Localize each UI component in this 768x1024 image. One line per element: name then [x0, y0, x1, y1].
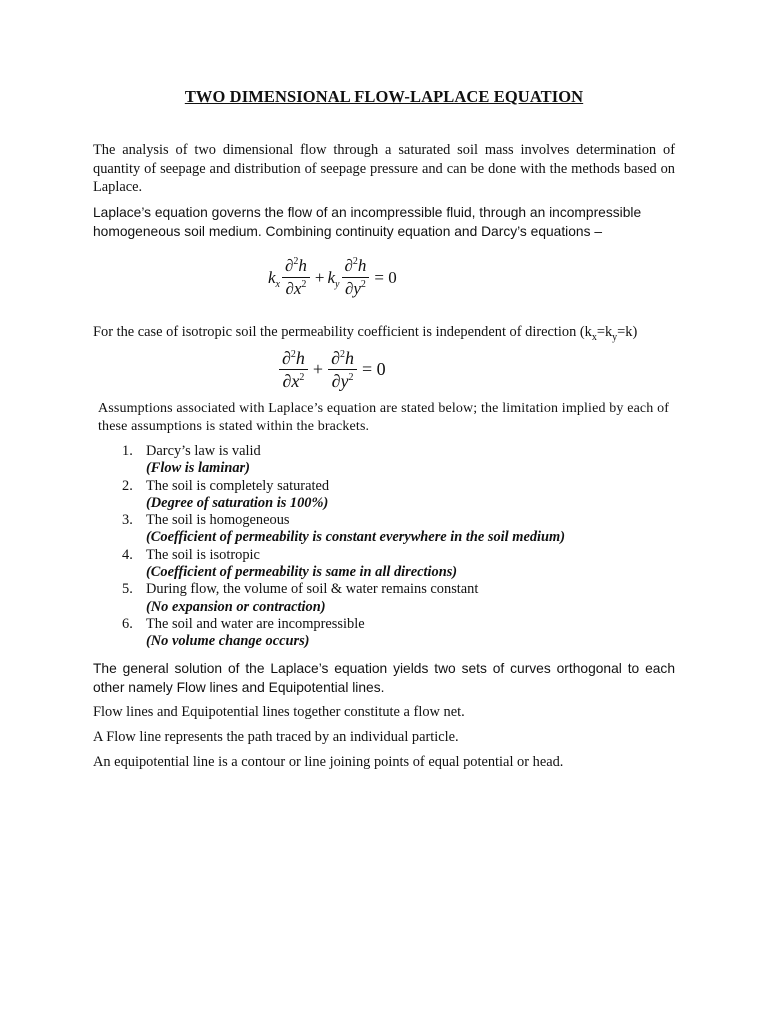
eq1-rhs: = 0	[374, 267, 397, 287]
laplace-paragraph	[93, 203, 675, 241]
flow-net-paragraph: Flow lines and Equipotential lines together constitute a flow net.	[93, 704, 465, 720]
intro-paragraph: The analysis of two dimensional flow through a saturated soil mass involves determination of quantity of seepage and distribution of seepage pressure and can be done with the methods based on Laplace.	[93, 142, 675, 195]
isotropic-paragraph: For the case of isotropic soil the permeability coefficient is independent of direction $(k_x=k_y=k)$	[93, 324, 638, 343]
list-item: 1. Darcy’s law is valid (Flow is laminar)	[122, 443, 261, 477]
eq2-fraction-y: $\frac{\partial^2h}{\partial y^2}$	[328, 348, 357, 391]
eq2-rhs: = 0	[361, 359, 386, 379]
anisotropic-laplace-equation	[268, 256, 400, 299]
laplace-line-1: Laplace’s equation governs the flow of an incompressible fluid, through an incompressible	[93, 205, 642, 220]
general-solution-paragraph: The general solution of the Laplace’s equation yields two sets of curves orthogonal to each other namely Flow lines and Equipotential lines.	[93, 661, 675, 695]
laplace-line-2: homogeneous soil medium. Combining continuity equation and Darcy’s equations –	[93, 224, 603, 239]
eq1-fraction-x: $\frac{\partial^2h}{\partial x^2}$	[282, 256, 310, 299]
assumptions-intro: Assumptions associated with Laplace’s equation are stated below; the limitation implied by each of these assumptions is stated within the brackets.	[98, 401, 670, 434]
flow-line-paragraph: A Flow line represents the path traced by an individual particle.	[93, 729, 459, 745]
eq1-plus: +	[314, 267, 325, 287]
list-item: 3. The soil is homogeneous (Coefficient of permeability is constant everywhere in the soil medium)	[122, 512, 566, 546]
eq2-plus: +	[312, 359, 324, 379]
page-title: TWO DIMENSIONAL FLOW-LAPLACE EQUATION	[184, 87, 584, 106]
list-item: 4. The soil is isotropic (Coefficient of permeability is same in all directions)	[122, 546, 458, 581]
equipotential-paragraph: An equipotential line is a contour or line joining points of equal potential or head.	[93, 754, 564, 770]
eq1-ky: $k_y$	[327, 267, 340, 290]
assumptions-list	[122, 443, 565, 651]
eq1-fraction-y: $\frac{\partial^2h}{\partial y^2}$	[342, 256, 370, 299]
eq1-kx: $k_x$	[268, 267, 280, 290]
isotropic-laplace-equation	[277, 348, 389, 391]
list-item: 6. The soil and water are incompressible (No volume change occurs)	[122, 615, 365, 650]
list-item: 5. During flow, the volume of soil & water remains constant (No expansion or contraction)	[122, 581, 479, 615]
list-item: 2. The soil is completely saturated (Degree of saturation is 100%)	[122, 477, 330, 511]
eq2-fraction-x: $\frac{\partial^2h}{\partial x^2}$	[279, 348, 308, 391]
